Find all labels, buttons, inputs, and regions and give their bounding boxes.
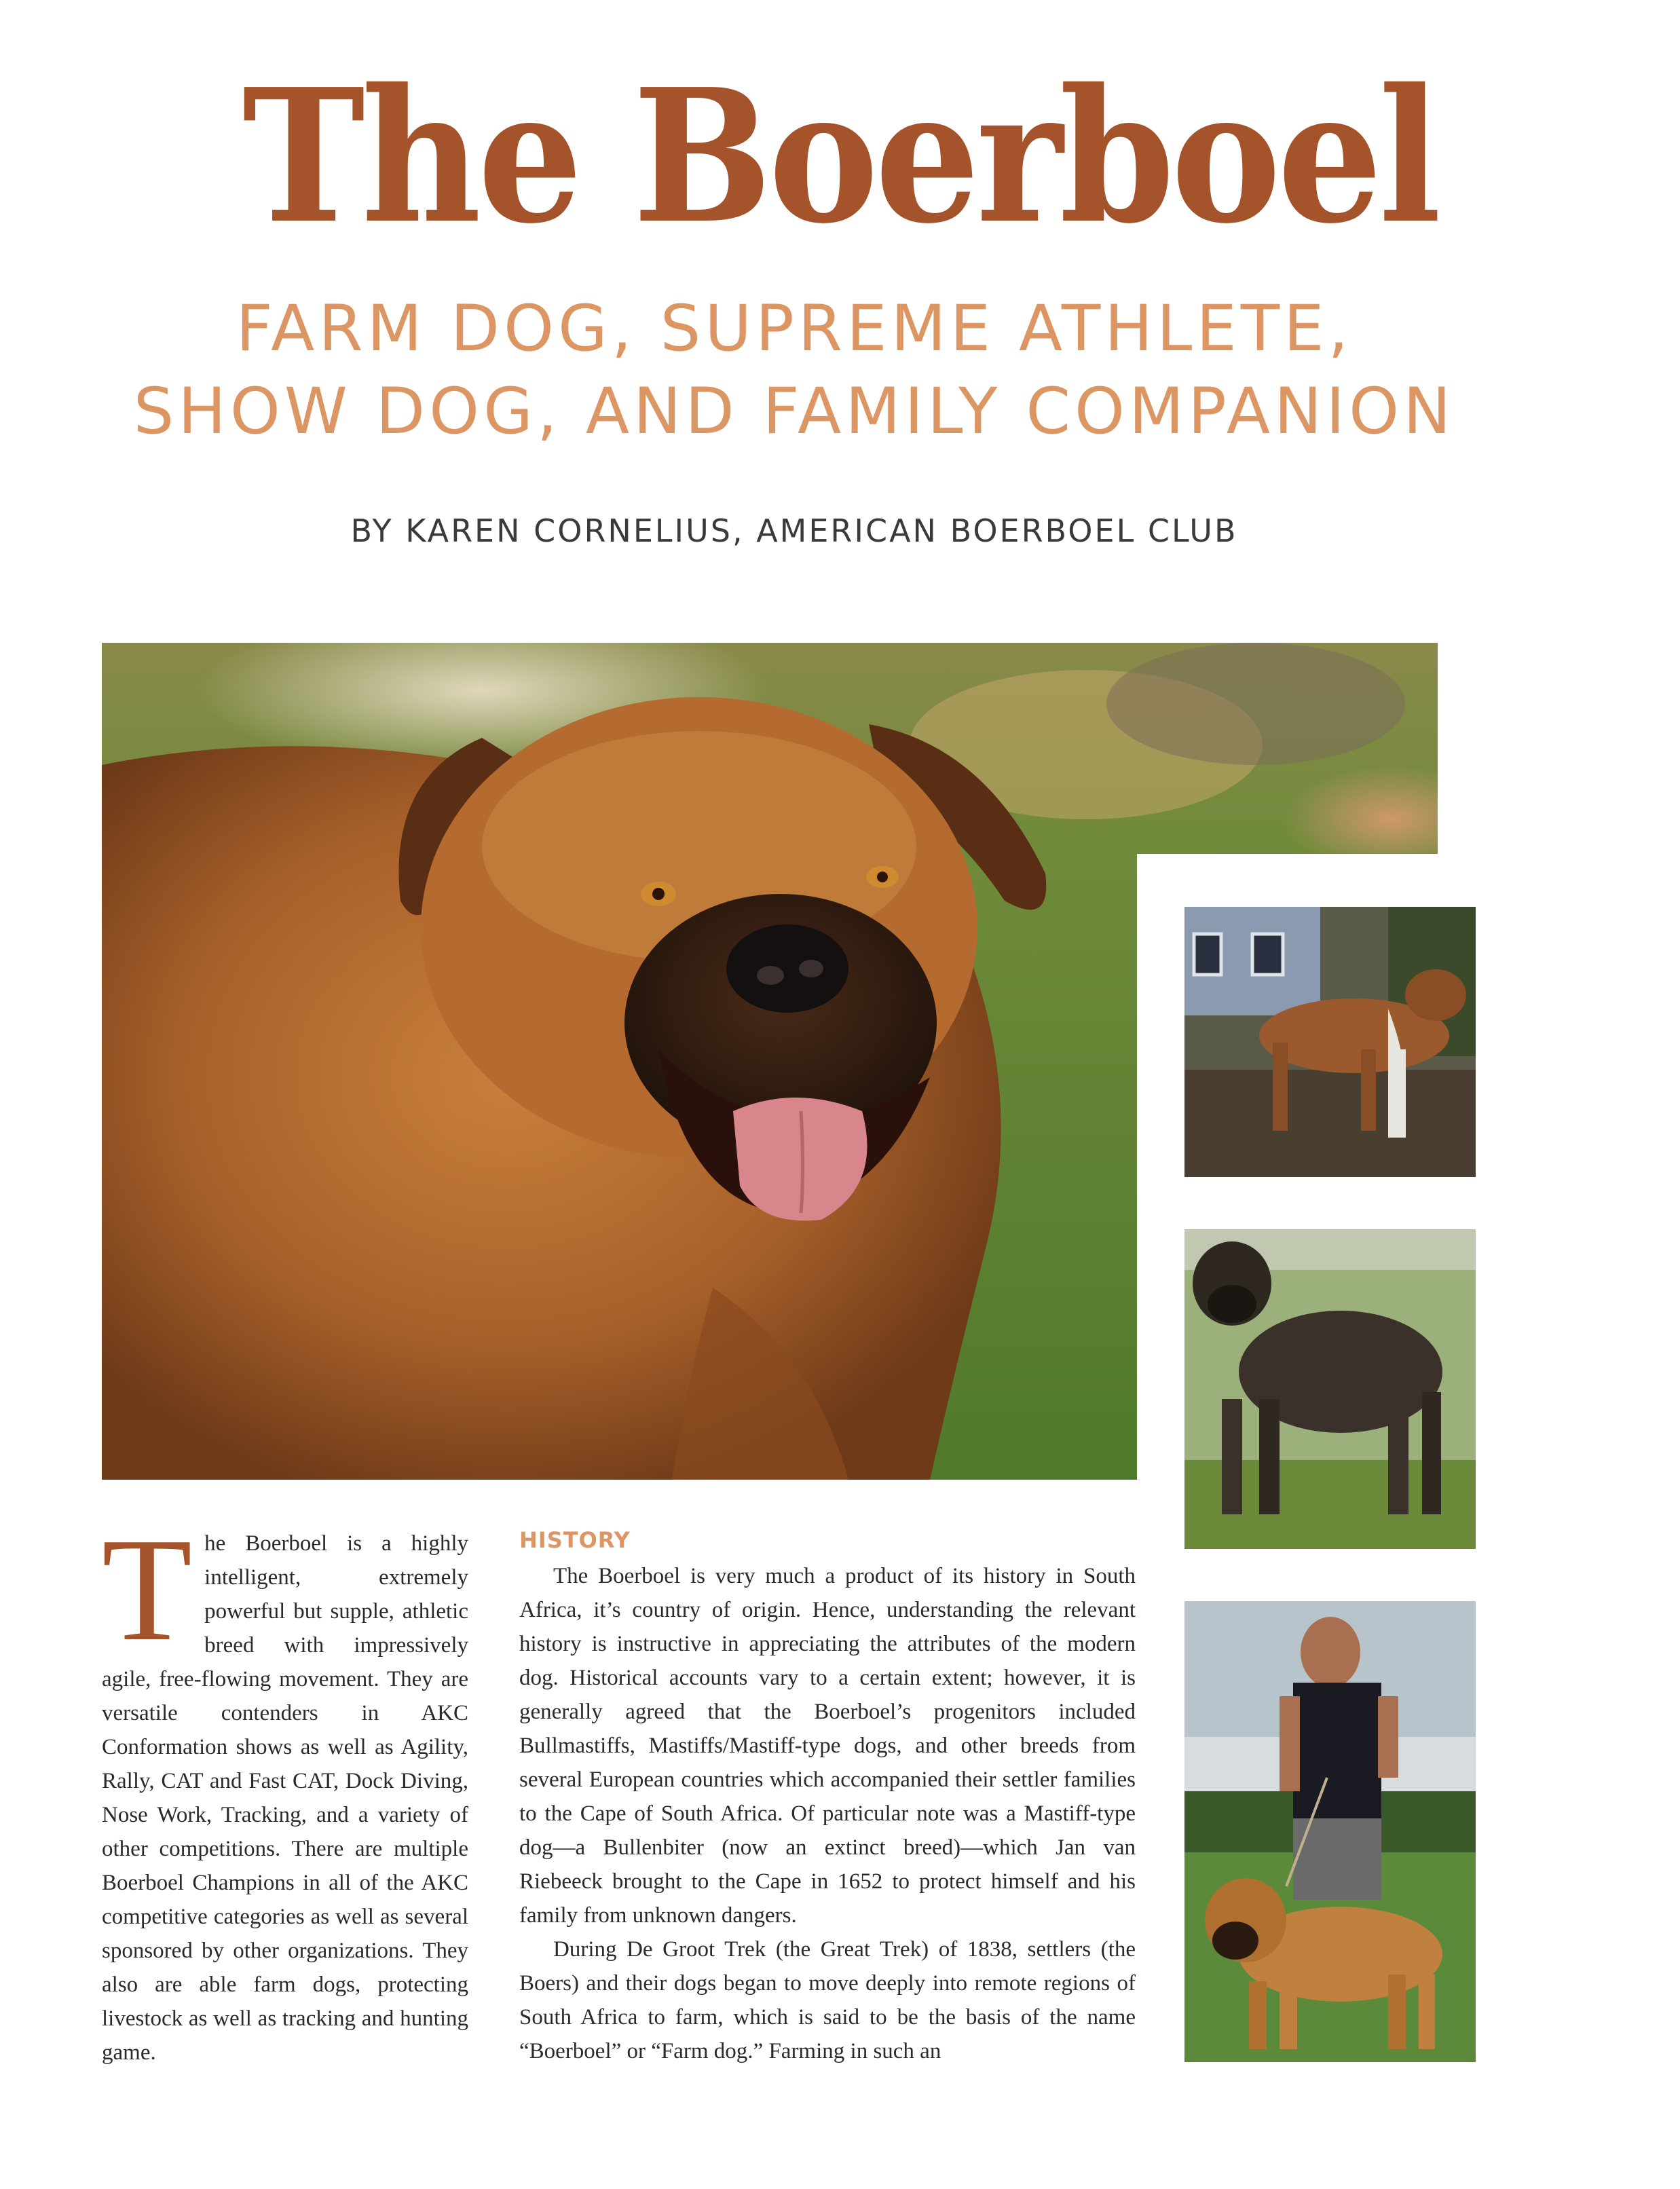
photo-3-illustration — [1184, 1601, 1476, 2062]
intro-text: he Boerboel is a highly intelligent, extremely powerful but supple, athletic breed with impressively agile, free-flowing movement. They are versatile contenders in AKC Conformation shows as well as Agility, Rally, CAT and Fast CAT, Dock Diving, Nose Work, Tracking, and a variety of other competitions. There are multiple Boerboel Champions in all of the AKC competitive categories as well as several sponsored by other organizations. They also are able farm dogs, protecting livestock as well as tracking and hunting game. — [102, 1531, 468, 2065]
byline: BY KAREN CORNELIUS, AMERICAN BOERBOEL CLUB — [350, 512, 1238, 549]
subtitle-line-2: SHOW DOG, AND FAMILY COMPANION — [133, 375, 1455, 449]
photo-boerboel-brindle — [1184, 1229, 1476, 1549]
history-paragraph-1: The Boerboel is very much a product of its history in South Africa, it’s country of origin. Hence, understanding the relevant history is instructive in appreciating the attributes of the modern dog. Historical accounts vary to a certain extent; however, it is generally agreed that the Boerboel’s progenitors included Bullmastiffs, Mastiffs/Mastiff-type dogs, and other breeds from several European countries which accompanied their settler families to the Cape of South Africa. Of particular note was a Mastiff-type dog—a Bullenbiter (now an extinct breed)—which Jan van Riebeeck brought to the Cape in 1652 to protect himself and his family from unknown dangers. — [519, 1564, 1136, 1928]
history-column — [519, 1527, 1136, 2070]
drop-cap: T — [102, 1508, 193, 1672]
photo-boerboel-with-handler — [1184, 1601, 1476, 2062]
article-title: The Boerboel — [242, 48, 1438, 264]
history-heading: HISTORY — [519, 1527, 631, 1553]
photo-1-illustration — [1184, 907, 1476, 1177]
photo-2-illustration — [1184, 1229, 1476, 1549]
photo-boerboel-yard — [1184, 907, 1476, 1177]
history-paragraph-2: During De Groot Trek (the Great Trek) of 1838, settlers (the Boers) and their dogs began to move deeply into remote regions of South Africa to farm, which is said to be the basis of the name “Boerboel” or “Farm dog.” Farming in such an — [519, 1937, 1136, 2063]
intro-column — [102, 1508, 468, 2070]
subtitle-line-1: FARM DOG, SUPREME ATHLETE, — [236, 292, 1353, 366]
